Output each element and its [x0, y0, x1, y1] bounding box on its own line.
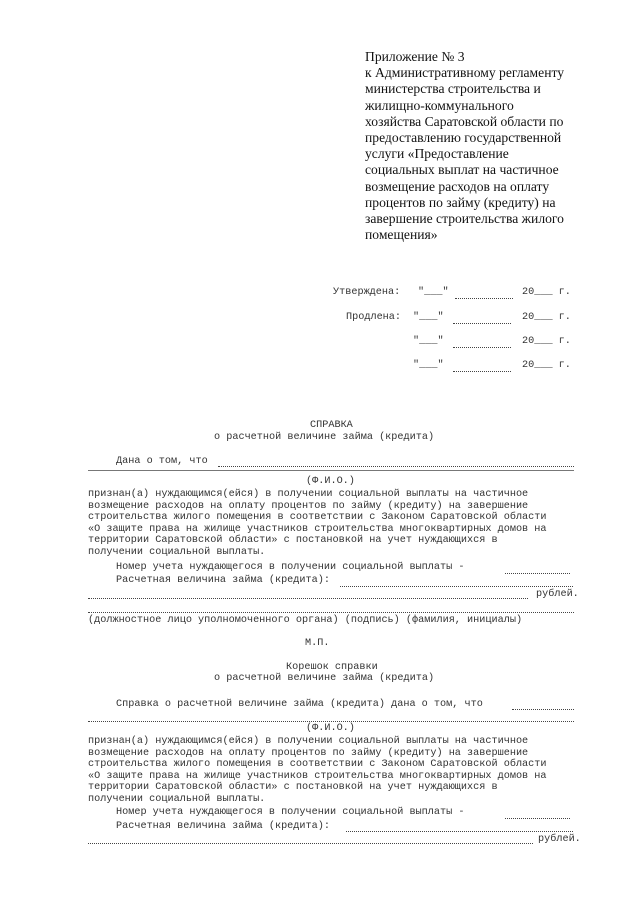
appendix-line: предоставлению государственной	[365, 130, 562, 146]
extended-month-line-2	[453, 347, 511, 348]
extended-day-1: "___"	[413, 312, 444, 323]
body-line: строительства жилого помещения в соответствии с Законом Саратовской области	[88, 512, 547, 524]
body-line: «О защите права на жилище участников строительства многоквартирных домов на	[88, 523, 547, 535]
extended-day-3: "___"	[413, 360, 444, 371]
extended-label: Продлена:	[346, 312, 402, 323]
amount-words-line	[88, 598, 528, 599]
appendix-line: помещения»	[365, 227, 438, 243]
fio-line	[218, 466, 574, 467]
extended-year-3: 20___ г.	[522, 360, 571, 371]
appendix-line: услуги «Предоставление	[365, 146, 509, 162]
appendix-header	[365, 49, 605, 243]
certificate-subtitle: о расчетной величине займа (кредита)	[214, 432, 435, 443]
extended-year-1: 20___ г.	[522, 312, 571, 323]
body-line: строительства жилого помещения в соответствии с Законом Саратовской области	[88, 759, 547, 771]
stub-subtitle: о расчетной величине займа (кредита)	[214, 673, 435, 684]
signature-caption: (должностное лицо уполномоченного органа) (подпись) (фамилия, инициалы)	[88, 615, 523, 626]
stub-given-to: Справка о расчетной величине займа (кредита) дана о том, что	[116, 699, 483, 710]
stub-amount-words-line	[88, 843, 533, 844]
estimated-amount-label: Расчетная величина займа (кредита):	[116, 575, 330, 586]
rubles-label: рублей.	[536, 589, 579, 600]
record-number-line	[505, 573, 570, 574]
extended-month-line-1	[453, 323, 511, 324]
stub-estimated-amount-label: Расчетная величина займа (кредита):	[116, 821, 330, 832]
seal-label: М.П.	[305, 638, 330, 649]
stub-record-number-label: Номер учета нуждающегося в получении социальной выплаты -	[116, 807, 465, 818]
body-line: признан(а) нуждающимся(ейся) в получении социальной выплаты на частичное	[88, 489, 529, 500]
body-line: возмещение расходов на оплату процентов по займу (кредиту) на завершение	[88, 747, 529, 759]
appendix-line: социальных выплат на частичное	[365, 162, 559, 178]
certificate-title: СПРАВКА	[310, 420, 353, 431]
stub-fio-caption: (Ф.И.О.)	[306, 723, 355, 734]
stub-body	[88, 736, 588, 806]
stub-fio-line-2	[88, 721, 574, 722]
body-line: получении социальной выплаты.	[88, 793, 266, 805]
extended-month-line-3	[453, 371, 511, 372]
appendix-line: жилищно-коммунального	[365, 97, 514, 113]
body-line: получении социальной выплаты.	[88, 546, 266, 558]
stub-title: Корешок справки	[286, 662, 378, 673]
body-line: «О защите права на жилище участников строительства многоквартирных домов на	[88, 770, 547, 782]
stub-record-number-line	[505, 818, 570, 819]
appendix-line: хозяйства Саратовской области по	[365, 113, 564, 129]
body-line: возмещение расходов на оплату процентов по займу (кредиту) на завершение	[88, 500, 529, 512]
appendix-line: завершение строительства жилого	[365, 211, 564, 227]
approved-year: 20___ г.	[522, 287, 571, 298]
divider	[88, 470, 574, 471]
fio-caption: (Ф.И.О.)	[306, 476, 355, 487]
record-number-label: Номер учета нуждающегося в получении социальной выплаты -	[116, 562, 465, 573]
approved-day: "___"	[418, 287, 449, 298]
appendix-line: Приложение № 3	[365, 49, 465, 64]
body-line: территории Саратовской области» с постановкой на учет нуждающихся в	[88, 535, 498, 547]
extended-day-2: "___"	[413, 336, 444, 347]
approved-month-line	[455, 298, 513, 299]
appendix-line: возмещение расходов на оплату	[365, 178, 550, 194]
appendix-line: министерства строительства и	[365, 81, 541, 97]
certificate-body	[88, 489, 588, 559]
extended-year-2: 20___ г.	[522, 336, 571, 347]
stub-rubles-label: рублей.	[538, 834, 581, 845]
certificate-given-to: Дана о том, что	[116, 456, 208, 467]
stub-fio-line-1	[512, 709, 574, 710]
approved-label: Утверждена:	[333, 287, 401, 298]
appendix-line: процентов по займу (кредиту) на	[365, 194, 556, 210]
estimated-amount-line	[340, 586, 573, 587]
body-line: территории Саратовской области» с постановкой на учет нуждающихся в	[88, 782, 498, 794]
stub-estimated-amount-line	[346, 831, 573, 832]
body-line: признан(а) нуждающимся(ейся) в получении социальной выплаты на частичное	[88, 736, 529, 747]
signature-line	[88, 612, 574, 613]
appendix-line: к Административному регламенту	[365, 65, 565, 81]
